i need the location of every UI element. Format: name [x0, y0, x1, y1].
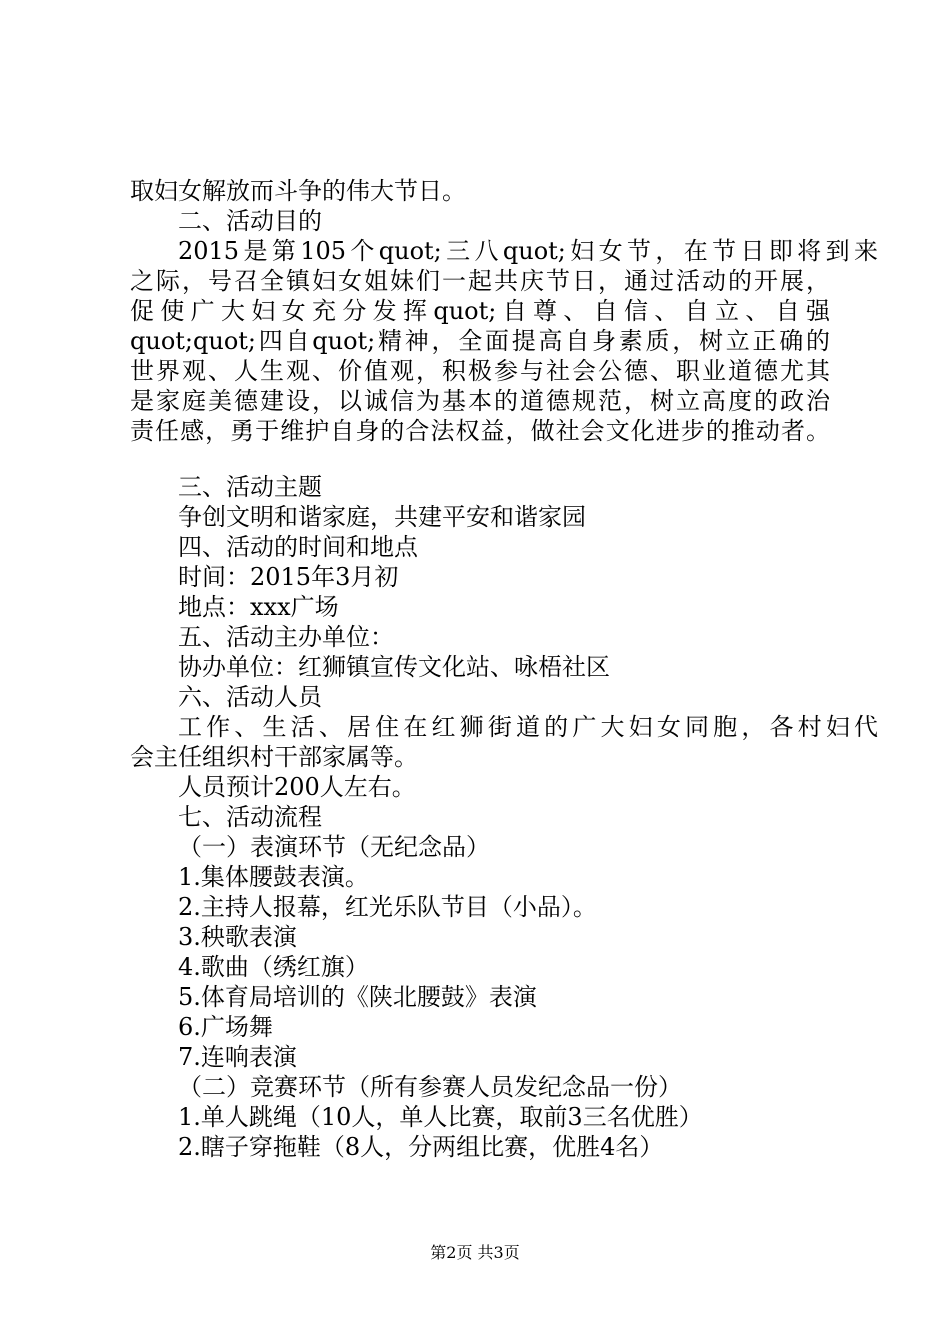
section-heading: 三、活动主题	[178, 473, 322, 501]
section-heading: 六、活动人员	[178, 683, 322, 711]
text-line: 会主任组织村干部家属等。	[130, 743, 418, 771]
text-line: 2015是第105个quot;三八quot;妇女节，在节日即将到来	[178, 237, 878, 265]
list-item: 1.单人跳绳（10人，单人比赛，取前3三名优胜）	[178, 1103, 703, 1131]
text-line: 责任感，勇于维护自身的合法权益，做社会文化进步的推动者。	[130, 417, 830, 445]
text-line: 协办单位：红狮镇宣传文化站、咏梧社区	[178, 653, 610, 681]
document-body	[130, 176, 878, 1162]
text-line: 促使广大妇女充分发挥quot;自尊、自信、自立、自强	[130, 297, 830, 325]
page-number: 第2页 共3页	[430, 1243, 520, 1262]
section-heading: 四、活动的时间和地点	[178, 533, 418, 561]
section-heading: 七、活动流程	[178, 803, 322, 831]
text-line: 地点：xxx广场	[178, 593, 339, 621]
list-item: 4.歌曲（绣红旗）	[178, 953, 369, 981]
subsection-heading: （一）表演环节（无纪念品）	[178, 833, 490, 861]
text-line: 之际，号召全镇妇女姐妹们一起共庆节日，通过活动的开展，	[130, 267, 830, 295]
list-item: 2.主持人报幕，红光乐队节目（小品）。	[178, 893, 597, 921]
text-line: 时间：2015年3月初	[178, 563, 399, 591]
list-item: 2.瞎子穿拖鞋（8人，分两组比赛，优胜4名）	[178, 1133, 664, 1161]
list-item: 7.连响表演	[178, 1043, 297, 1071]
subsection-heading: （二）竞赛环节（所有参赛人员发纪念品一份）	[178, 1073, 682, 1101]
list-item: 6.广场舞	[178, 1013, 273, 1041]
section-heading: 五、活动主办单位：	[178, 623, 394, 651]
list-item: 3.秧歌表演	[178, 923, 297, 951]
text-line: 是家庭美德建设，以诚信为基本的道德规范，树立高度的政治	[130, 387, 830, 415]
text-line: 人员预计200人左右。	[178, 773, 416, 801]
list-item: 1.集体腰鼓表演。	[178, 863, 369, 891]
text-line: 世界观、人生观、价值观，积极参与社会公德、职业道德尤其	[130, 357, 830, 385]
text-line: 取妇女解放而斗争的伟大节日。	[130, 177, 466, 205]
text-line: quot;quot;四自quot;精神，全面提高自身素质，树立正确的	[130, 327, 830, 355]
text-line: 争创文明和谐家庭，共建平安和谐家园	[178, 503, 586, 531]
section-heading: 二、活动目的	[178, 207, 322, 235]
list-item: 5.体育局培训的《陕北腰鼓》表演	[178, 983, 537, 1011]
text-line: 工作、生活、居住在红狮街道的广大妇女同胞，各村妇代	[178, 713, 878, 741]
